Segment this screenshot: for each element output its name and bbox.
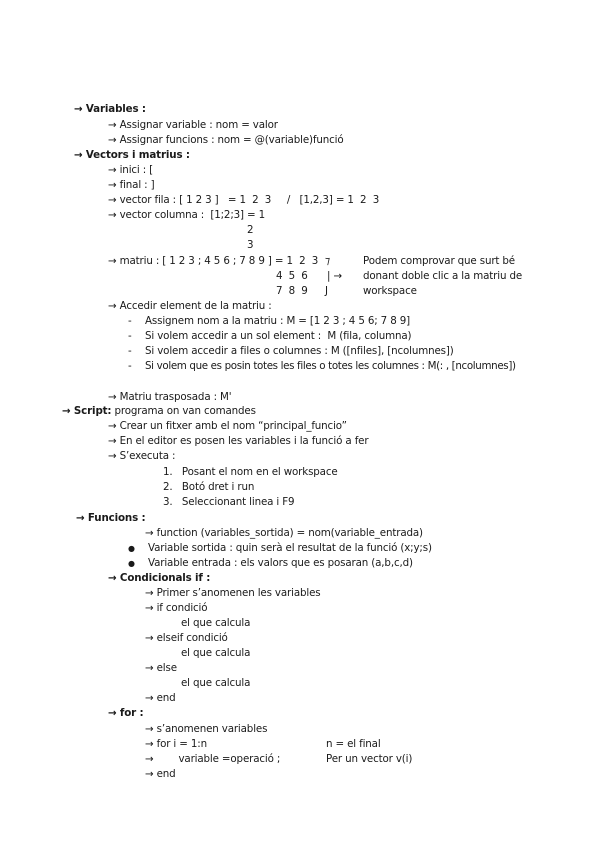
exec-step-2: 2. Botó dret i run: [163, 481, 255, 493]
dash-marker: -: [128, 360, 132, 372]
heading-condicionals: → Condicionals if :: [108, 572, 211, 584]
function-input-desc: Variable entrada : els valors que es posaran (a,b,c,d): [148, 557, 413, 569]
brace-arrow: | →: [327, 270, 342, 282]
cond-elseif: → elseif condició: [145, 632, 228, 644]
script-description: programa on van comandes: [111, 405, 256, 417]
heading-vectors-matrius: → Vectors i matrius :: [74, 149, 190, 161]
dash-marker: -: [128, 345, 132, 357]
for-loop-note: n = el final: [326, 738, 381, 750]
cond-else: → else: [145, 662, 177, 674]
heading-variables: → Variables :: [74, 103, 146, 115]
for-body: → variable =operació ;: [145, 753, 281, 765]
script-item-2: → En el editor es posen les variables i la funció a fer: [108, 435, 369, 447]
heading-script: → Script:: [62, 405, 112, 417]
heading-for: → for :: [108, 707, 144, 719]
cond-if: → if condició: [145, 602, 208, 614]
matriu-row-3: 7 8 9: [276, 285, 308, 297]
note-line-1: Podem comprovar que surt bé: [363, 255, 515, 267]
note-line-2: donant doble clic a la matriu de: [363, 270, 523, 282]
for-item-1: → s’anomenen variables: [145, 723, 268, 735]
for-body-note: Per un vector v(i): [326, 753, 413, 765]
vector-columna-value-3: 3: [247, 239, 254, 251]
accedir-item-3: Si volem accedir a files o columnes : M ([nfiles], [ncolumnes]): [145, 345, 454, 357]
function-output-desc: Variable sortida : quin serà el resultat de la funció (x;y;s): [148, 542, 432, 554]
script-item-1: → Crear un fitxer amb el nom “principal_funcio”: [108, 420, 347, 432]
dash-marker: -: [128, 315, 132, 327]
cond-calc: el que calcula: [181, 677, 251, 689]
script-item-3: → S’executa :: [108, 450, 176, 462]
accedir-item-1: Assignem nom a la matriu : M = [1 2 3 ; 4 5 6; 7 8 9]: [145, 315, 411, 327]
for-loop: → for i = 1:n: [145, 738, 207, 750]
bullet-icon: ●: [128, 559, 135, 568]
brace-bottom: J: [325, 285, 328, 297]
accedir-item-4: Si volem que es posin totes les files o totes les columnes : M(: , [ncolumnes]): [145, 360, 516, 372]
heading-funcions: → Funcions :: [76, 512, 146, 524]
line-trasposada: → Matriu trasposada : M': [108, 391, 232, 403]
matriu-row-2: 4 5 6: [276, 270, 308, 282]
line-inici: → inici : [: [108, 164, 154, 176]
exec-step-1: 1. Posant el nom en el workspace: [163, 466, 338, 478]
function-definition: → function (variables_sortida) = nom(variable_entrada): [145, 527, 423, 539]
dash-marker: -: [128, 330, 132, 342]
cond-calc: el que calcula: [181, 647, 251, 659]
note-line-3: workspace: [363, 285, 417, 297]
cond-calc: el que calcula: [181, 617, 251, 629]
line-matriu: → matriu : [ 1 2 3 ; 4 5 6 ; 7 8 9 ] = 1 2 3: [108, 255, 319, 267]
line-script: [62, 404, 256, 418]
for-end: → end: [145, 768, 176, 780]
vector-columna-value-2: 2: [247, 224, 254, 236]
line-vector-fila: → vector fila : [ 1 2 3 ] = 1 2 3 / [1,2,3] = 1 2 3: [108, 194, 380, 206]
cond-end: → end: [145, 692, 176, 704]
brace-top: ⁊: [325, 255, 330, 267]
line-vector-columna: → vector columna : [1;2;3] = 1: [108, 209, 266, 221]
line-accedir: → Accedir element de la matriu :: [108, 300, 272, 312]
cond-item-1: → Primer s’anomenen les variables: [145, 587, 321, 599]
bullet-icon: ●: [128, 544, 135, 553]
line-final: → final : ]: [108, 179, 155, 191]
accedir-item-2: Si volem accedir a un sol element : M (fila, columna): [145, 330, 412, 342]
line-assign-variable: → Assignar variable : nom = valor: [108, 119, 278, 131]
exec-step-3: 3. Seleccionant linea i F9: [163, 496, 295, 508]
line-assign-functions: → Assignar funcions : nom = @(variable)funció: [108, 134, 344, 146]
